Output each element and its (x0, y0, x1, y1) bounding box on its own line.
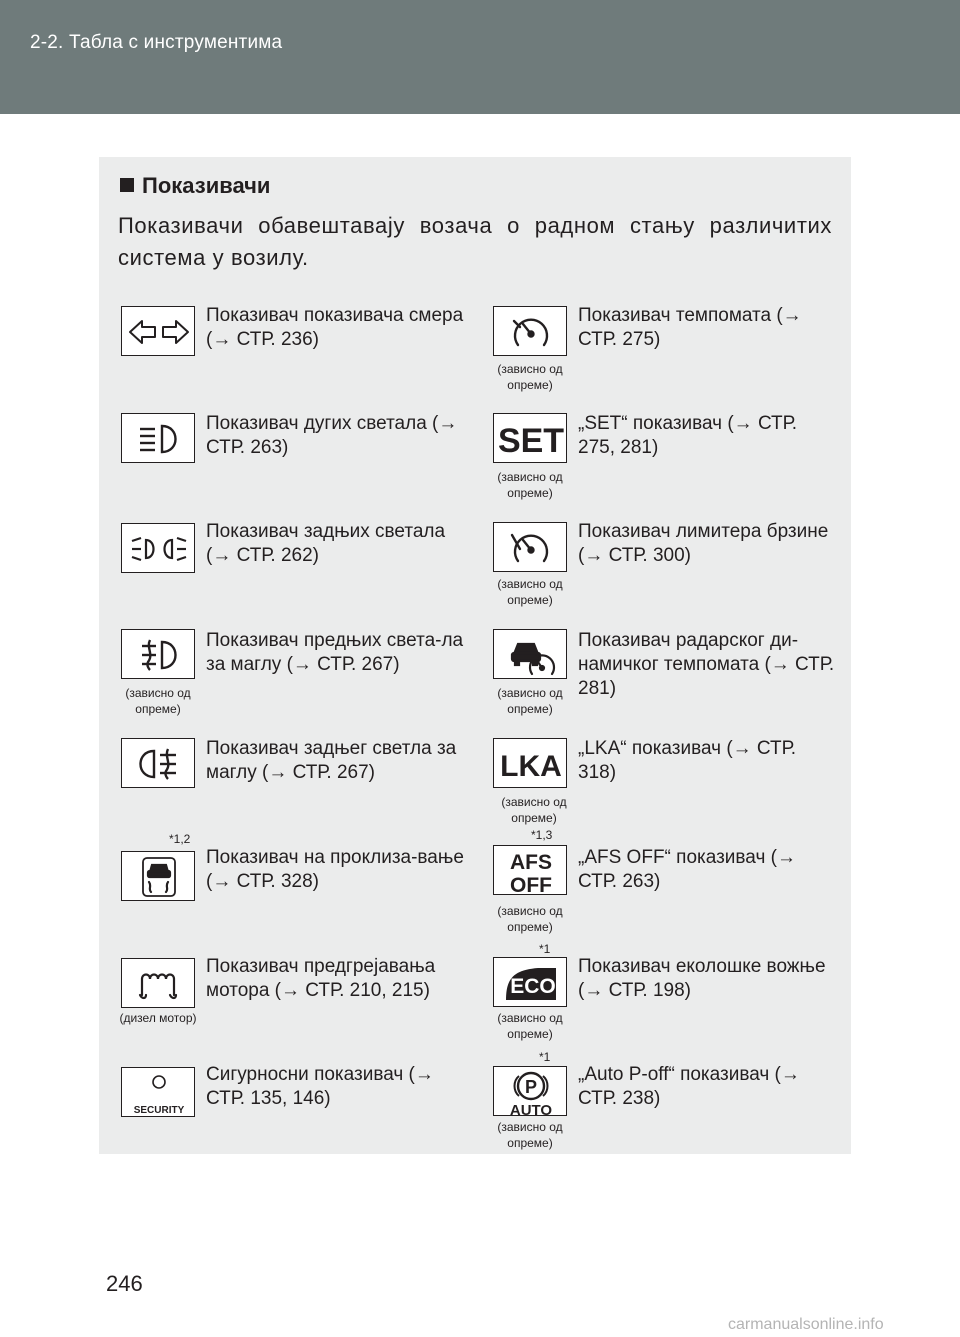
item-text-set: „SET“ показивач (→ СТР. 275, 281) (578, 413, 798, 458)
turn-signal-icon (121, 306, 195, 356)
item-note-cruise-control: (зависно од опреме) (497, 362, 563, 392)
eco-icon (493, 957, 567, 1007)
footnote-star-eco: *1 (539, 942, 551, 956)
header-bar (0, 0, 960, 114)
item-text-glow-plug: Показивач предгрејавања мотора (→ СТР. 210, 215) (206, 956, 436, 1001)
item-note-eco: (зависно од опреме) (497, 1011, 563, 1041)
off-icon-label: OFF (510, 874, 552, 896)
section-title: Показивачи (120, 173, 270, 199)
item-note-glow-plug: (дизел мотор) (119, 1011, 197, 1025)
item-text-eco: Показивач еколошке вожње (→ СТР. 198) (578, 956, 826, 1001)
item-note-speed-limiter: (зависно од опреме) (497, 577, 563, 607)
item-text-afs-off: „AFS OFF“ показивач (→ СТР. 263) (578, 847, 796, 892)
item-text-auto-p: „Auto P-off“ показивач (→ СТР. 238) (578, 1064, 800, 1109)
set-icon (493, 413, 567, 463)
item-text-high-beam: Показивач дугих светала (→ СТР. 263) (206, 413, 458, 458)
item-text-front-fog: Показивач предњих света-ла за маглу (→ СТР. 267) (206, 630, 464, 675)
item-text-tail-light: Показивач задњих светала (→ СТР. 262) (206, 521, 446, 566)
afs-icon-label: AFS (510, 851, 552, 874)
radar-cruise-icon (493, 629, 567, 679)
footnote-star-afs: *1,3 (531, 828, 553, 842)
auto-p-icon (493, 1066, 567, 1116)
intro-text: Показивачи обавештавају возача о радном стању различитих система у возилу. (118, 213, 832, 270)
afs-off-icon (493, 845, 567, 895)
item-note-front-fog: (зависно од опреме) (125, 686, 191, 716)
eco-icon-label: ECO (510, 975, 556, 998)
slip-icon (121, 851, 195, 901)
rear-fog-icon (121, 738, 195, 788)
item-text-radar-cruise: Показивач радарског ди-намичког темпомата (→ СТР. 281) (578, 630, 835, 699)
item-text-turn-signal: Показивач показивача смера (→ СТР. 236) (206, 305, 464, 350)
section-header-title: 2-2. Табла с инструментима (30, 32, 283, 53)
footnote-star-slip: *1,2 (169, 832, 191, 846)
item-note-radar-cruise: (зависно од опреме) (497, 686, 563, 716)
tail-light-icon (121, 523, 195, 573)
set-icon-label: SET (497, 422, 565, 460)
page-number: 246 (106, 1271, 143, 1296)
front-fog-icon (121, 629, 195, 679)
lka-icon-label: LKA (500, 750, 562, 783)
p-icon-label: P (524, 1077, 538, 1097)
lka-icon (493, 738, 567, 788)
item-note-lka: (зависно од опреме) (501, 795, 567, 825)
item-text-rear-fog: Показивач задњег светла за маглу (→ СТР. 267) (206, 738, 457, 783)
item-note-set: (зависно од опреме) (497, 470, 563, 500)
glow-plug-icon (121, 958, 195, 1008)
cruise-control-icon (493, 306, 567, 356)
watermark: carmanualsonline.info (728, 1316, 884, 1333)
item-text-security: Сигурносни показивач (→ СТР. 135, 146) (206, 1064, 434, 1109)
item-text-lka: „LKA“ показивач (→ СТР. 318) (578, 738, 796, 783)
item-note-auto-p: (зависно од опреме) (497, 1120, 563, 1150)
footnote-star-auto-p: *1 (539, 1050, 551, 1064)
auto-icon-label: AUTO (509, 1102, 553, 1117)
item-note-afs-off: (зависно од опреме) (497, 904, 563, 934)
item-text-speed-limiter: Показивач лимитера брзине (→ СТР. 300) (578, 521, 829, 566)
speed-limiter-icon (493, 522, 567, 572)
item-text-slip: Показивач на проклиза-вање (→ СТР. 328) (206, 847, 464, 892)
square-bullet-icon (120, 178, 134, 192)
item-text-cruise-control: Показивач темпомата (→ СТР. 275) (578, 305, 802, 350)
security-icon (121, 1067, 195, 1117)
security-icon-label: SECURITY (133, 1105, 185, 1116)
high-beam-icon (121, 413, 195, 463)
